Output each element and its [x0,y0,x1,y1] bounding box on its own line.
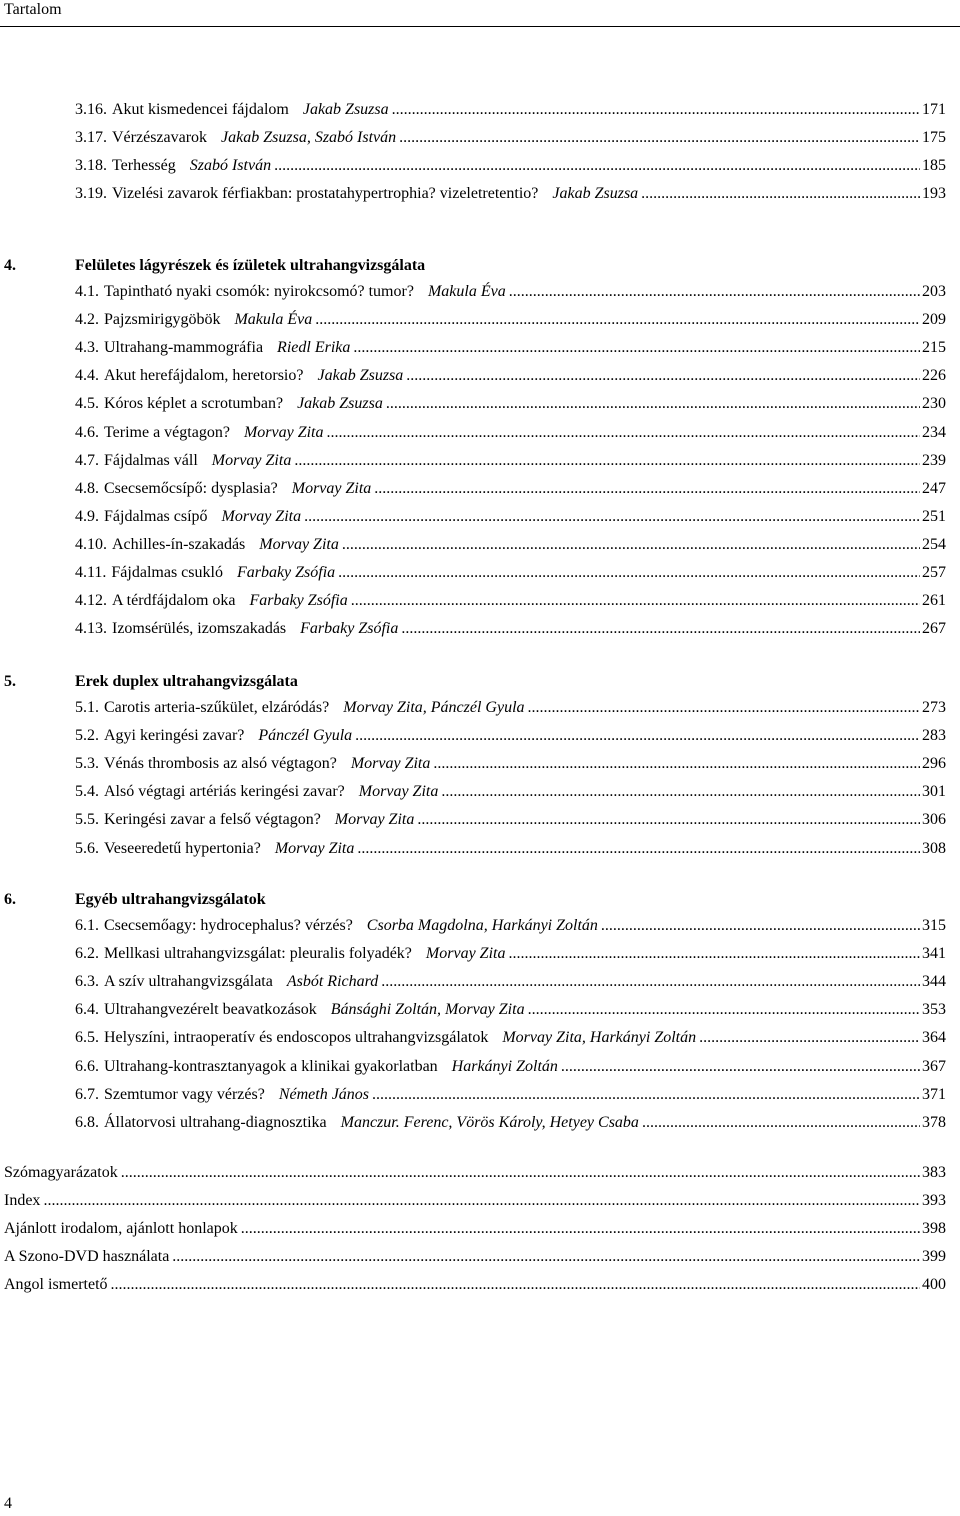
entry-number: 4.9. [75,508,99,525]
entry-title: Ajánlott irodalom, ajánlott honlapok [4,1220,238,1237]
entry-number: 4.11. [75,564,107,581]
leader-dots [528,1001,920,1019]
entry-title: Vizelési zavarok férfiakban: prostatahypertrophia? vizeletretentio? [112,185,539,202]
entry-page-number: 171 [922,101,946,118]
toc-entry[interactable] [75,973,946,995]
header-divider [0,26,960,27]
chapter-title: Felületes lágyrészek és ízületek ultrahangvizsgálata [75,257,426,274]
entry-number: 5.6. [75,840,99,857]
leader-dots [353,339,920,357]
entry-title: Pajzsmirigygöbök [104,311,221,328]
entry-author: Jakab Zsuzsa [297,395,383,412]
entry-title: Agyi keringési zavar? [104,727,245,744]
entry-title: A Szono-DVD használata [4,1248,170,1265]
entry-number: 4.3. [75,339,99,356]
entry-number: 5.2. [75,727,99,744]
toc-entry[interactable] [75,1058,946,1080]
entry-number: 4.10. [75,536,107,553]
leader-dots [372,1086,920,1104]
entry-title: Carotis arteria-szűkület, elzáródás? [104,699,330,716]
entry-page-number: 383 [922,1164,946,1181]
entry-page-number: 239 [922,452,946,469]
entry-number: 3.16. [75,101,107,118]
entry-author: Morvay Zita [350,755,431,772]
entry-page-number: 226 [922,367,946,384]
entry-author: Németh János [278,1086,370,1103]
toc-entry[interactable] [75,945,946,967]
entry-title: Terhesség [112,157,176,174]
leader-dots [355,727,920,745]
chapter-title: Egyéb ultrahangvizsgálatok [75,891,266,908]
entry-title: Tapintható nyaki csomók: nyirokcsomó? tumor? [104,283,414,300]
entry-author: Morvay Zita [259,536,339,553]
entry-page-number: 393 [922,1192,946,1209]
page-header-title: Tartalom [4,1,62,18]
leader-dots [561,1058,920,1076]
entry-page-number: 261 [922,592,946,609]
entry-title: Terime a végtagon? [104,424,230,441]
entry-title: Achilles-ín-szakadás [112,536,246,553]
entry-page-number: 230 [922,395,946,412]
entry-author: Morvay Zita, Pánczél Gyula [343,699,525,716]
entry-author: Jakab Zsuzsa [302,101,389,118]
entry-number: 4.2. [75,311,99,328]
toc-entry[interactable] [75,536,946,558]
entry-title: Állatorvosi ultrahang-diagnosztika [104,1114,327,1131]
entry-page-number: 203 [922,283,946,300]
entry-author: Jakab Zsuzsa [552,185,639,202]
entry-number: 4.4. [75,367,99,384]
toc-entry[interactable] [75,452,946,474]
entry-number: 4.12. [75,592,107,609]
entry-author: Pánczél Gyula [258,727,353,744]
entry-author: Morvay Zita [358,783,439,800]
leader-dots [111,1276,920,1294]
entry-title: Szemtumor vagy vérzés? [104,1086,265,1103]
entry-author: Riedl Erika [277,339,351,356]
entry-title: Akut kismedencei fájdalom [112,101,289,118]
leader-dots [304,508,920,526]
entry-number: 5.3. [75,755,99,772]
entry-page-number: 398 [922,1220,946,1237]
entry-page-number: 296 [922,755,946,772]
entry-author: Manczur. Ferenc, Vörös Károly, Hetyey Csaba [340,1114,639,1131]
leader-dots [351,592,920,610]
entry-number: 5.4. [75,783,99,800]
entry-number: 4.5. [75,395,99,412]
entry-page-number: 251 [922,508,946,525]
toc-entry[interactable] [75,424,946,446]
entry-title: Izomsérülés, izomszakadás [112,620,287,637]
entry-number: 6.5. [75,1029,99,1046]
entry-author: Morvay Zita [211,452,292,469]
entry-number: 4.8. [75,480,99,497]
leader-dots [274,157,920,175]
entry-page-number: 353 [922,1001,946,1018]
leader-dots [417,811,920,829]
entry-number: 3.18. [75,157,107,174]
leader-dots [433,755,920,773]
entry-author: Farbaky Zsófia [249,592,348,609]
entry-title: Angol ismertető [4,1276,108,1293]
leader-dots [441,783,920,801]
toc-entry[interactable] [4,1164,946,1186]
leader-dots [386,395,920,413]
toc-entry[interactable] [4,1248,946,1270]
entry-title: Veseeredetű hypertonia? [104,840,261,857]
entry-title: Fájdalmas csukló [111,564,223,581]
entry-page-number: 209 [922,311,946,328]
leader-dots [392,101,920,119]
entry-page-number: 283 [922,727,946,744]
toc-entry[interactable] [4,1192,946,1214]
entry-author: Harkányi Zoltán [451,1058,558,1075]
entry-author: Bánsághi Zoltán, Morvay Zita [330,1001,525,1018]
entry-title: Szómagyarázatok [4,1164,118,1181]
chapter-number: 4. [4,257,16,274]
entry-author: Makula Éva [234,311,313,328]
toc-entry[interactable] [75,1114,946,1136]
entry-page-number: 257 [922,564,946,581]
toc-entry[interactable] [75,395,946,417]
toc-entry[interactable] [75,620,946,642]
entry-title: Mellkasi ultrahangvizsgálat: pleuralis folyadék? [104,945,412,962]
entry-number: 6.3. [75,973,99,990]
entry-page-number: 344 [922,973,946,990]
toc-entry[interactable] [75,727,946,749]
toc-entry[interactable] [75,283,946,305]
leader-dots [641,185,920,203]
entry-number: 6.1. [75,917,99,934]
entry-author: Csorba Magdolna, Harkányi Zoltán [366,917,598,934]
entry-page-number: 247 [922,480,946,497]
entry-author: Szabó István [189,157,272,174]
entry-page-number: 175 [922,129,946,146]
leader-dots [241,1220,920,1238]
toc-entry[interactable] [75,129,946,151]
entry-author: Asbót Richard [286,973,379,990]
entry-title: Ultrahang-kontrasztanyagok a klinikai gyakorlatban [104,1058,438,1075]
toc-entry[interactable] [75,339,946,361]
entry-page-number: 341 [922,945,946,962]
entry-number: 4.1. [75,283,99,300]
entry-title: A térdfájdalom oka [112,592,236,609]
toc-entry[interactable] [75,564,946,586]
leader-dots [294,452,920,470]
entry-number: 3.17. [75,129,107,146]
entry-number: 6.7. [75,1086,99,1103]
entry-number: 6.2. [75,945,99,962]
entry-page-number: 193 [922,185,946,202]
toc-entry[interactable] [75,840,946,862]
leader-dots [326,424,920,442]
toc-entry[interactable] [75,185,946,207]
toc-entry[interactable] [75,917,946,939]
entry-number: 6.6. [75,1058,99,1075]
entry-title: Helyszíni, intraoperatív és endoscopos ultrahangvizsgálatok [104,1029,489,1046]
leader-dots [43,1192,920,1210]
toc-entry[interactable] [75,1001,946,1023]
chapter-heading [4,257,425,279]
leader-dots [381,973,920,991]
entry-page-number: 215 [922,339,946,356]
entry-author: Farbaky Zsófia [236,564,336,581]
toc-entry[interactable] [75,811,946,833]
entry-number: 5.5. [75,811,99,828]
entry-title: Akut herefájdalom, heretorsio? [104,367,304,384]
toc-entry[interactable] [75,311,946,333]
entry-title: A szív ultrahangvizsgálata [104,973,273,990]
entry-page-number: 367 [922,1058,946,1075]
toc-entry[interactable] [4,1220,946,1242]
entry-title: Csecsemőcsípő: dysplasia? [104,480,278,497]
entry-author: Morvay Zita [221,508,302,525]
entry-title: Ultrahangvezérelt beavatkozások [104,1001,317,1018]
leader-dots [601,917,920,935]
toc-entry[interactable] [4,1276,946,1298]
entry-author: Morvay Zita [274,840,355,857]
entry-page-number: 306 [922,811,946,828]
chapter-number: 6. [4,891,16,908]
leader-dots [399,129,920,147]
leader-dots [508,945,920,963]
entry-title: Index [4,1192,41,1209]
entry-page-number: 273 [922,699,946,716]
entry-page-number: 378 [922,1114,946,1131]
leader-dots [374,480,920,498]
entry-page-number: 234 [922,424,946,441]
entry-title: Fájdalmas csípő [104,508,208,525]
leader-dots [406,367,920,385]
toc-entry[interactable] [75,783,946,805]
leader-dots [121,1164,920,1182]
leader-dots [342,536,920,554]
entry-title: Kóros képlet a scrotumban? [104,395,284,412]
entry-page-number: 185 [922,157,946,174]
toc-entry[interactable] [75,480,946,502]
entry-author: Farbaky Zsófia [300,620,399,637]
entry-title: Vérzészavarok [112,129,208,146]
entry-author: Morvay Zita [425,945,506,962]
entry-page-number: 301 [922,783,946,800]
entry-number: 3.19. [75,185,107,202]
toc-entry[interactable] [75,755,946,777]
toc-entry[interactable] [75,508,946,530]
toc-entry[interactable] [75,1029,946,1051]
toc-entry[interactable] [75,1086,946,1108]
leader-dots [172,1248,920,1266]
entry-title: Fájdalmas váll [104,452,198,469]
entry-number: 4.6. [75,424,99,441]
entry-number: 5.1. [75,699,99,716]
entry-page-number: 315 [922,917,946,934]
toc-entry[interactable] [75,367,946,389]
entry-author: Morvay Zita, Harkányi Zoltán [502,1029,697,1046]
leader-dots [642,1114,920,1132]
entry-author: Morvay Zita [334,811,415,828]
entry-page-number: 254 [922,536,946,553]
entry-number: 4.7. [75,452,99,469]
leader-dots [315,311,920,329]
entry-number: 6.4. [75,1001,99,1018]
chapter-number: 5. [4,673,16,690]
entry-author: Morvay Zita [291,480,372,497]
toc-entry[interactable] [75,699,946,721]
entry-author: Morvay Zita [243,424,324,441]
entry-title: Alsó végtagi artériás keringési zavar? [104,783,345,800]
entry-page-number: 399 [922,1248,946,1265]
chapter-heading [4,673,298,695]
entry-title: Ultrahang-mammográfia [104,339,264,356]
entry-title: Csecsemőagy: hydrocephalus? vérzés? [104,917,353,934]
leader-dots [357,840,920,858]
leader-dots [528,699,920,717]
entry-page-number: 371 [922,1086,946,1103]
toc-entry[interactable] [75,157,946,179]
toc-entry[interactable] [75,101,946,123]
page-number: 4 [4,1495,12,1512]
entry-number: 4.13. [75,620,107,637]
leader-dots [699,1029,920,1047]
entry-page-number: 364 [922,1029,946,1046]
entry-page-number: 400 [922,1276,946,1293]
entry-title: Keringési zavar a felső végtagon? [104,811,321,828]
chapter-heading [4,891,266,913]
entry-number: 6.8. [75,1114,99,1131]
entry-title: Vénás thrombosis az alsó végtagon? [104,755,337,772]
chapter-title: Erek duplex ultrahangvizsgálata [75,673,298,690]
leader-dots [509,283,920,301]
entry-page-number: 267 [922,620,946,637]
leader-dots [338,564,920,582]
entry-author: Makula Éva [427,283,506,300]
toc-entry[interactable] [75,592,946,614]
entry-page-number: 308 [922,840,946,857]
entry-author: Jakab Zsuzsa [317,367,404,384]
entry-author: Jakab Zsuzsa, Szabó István [221,129,397,146]
leader-dots [401,620,920,638]
